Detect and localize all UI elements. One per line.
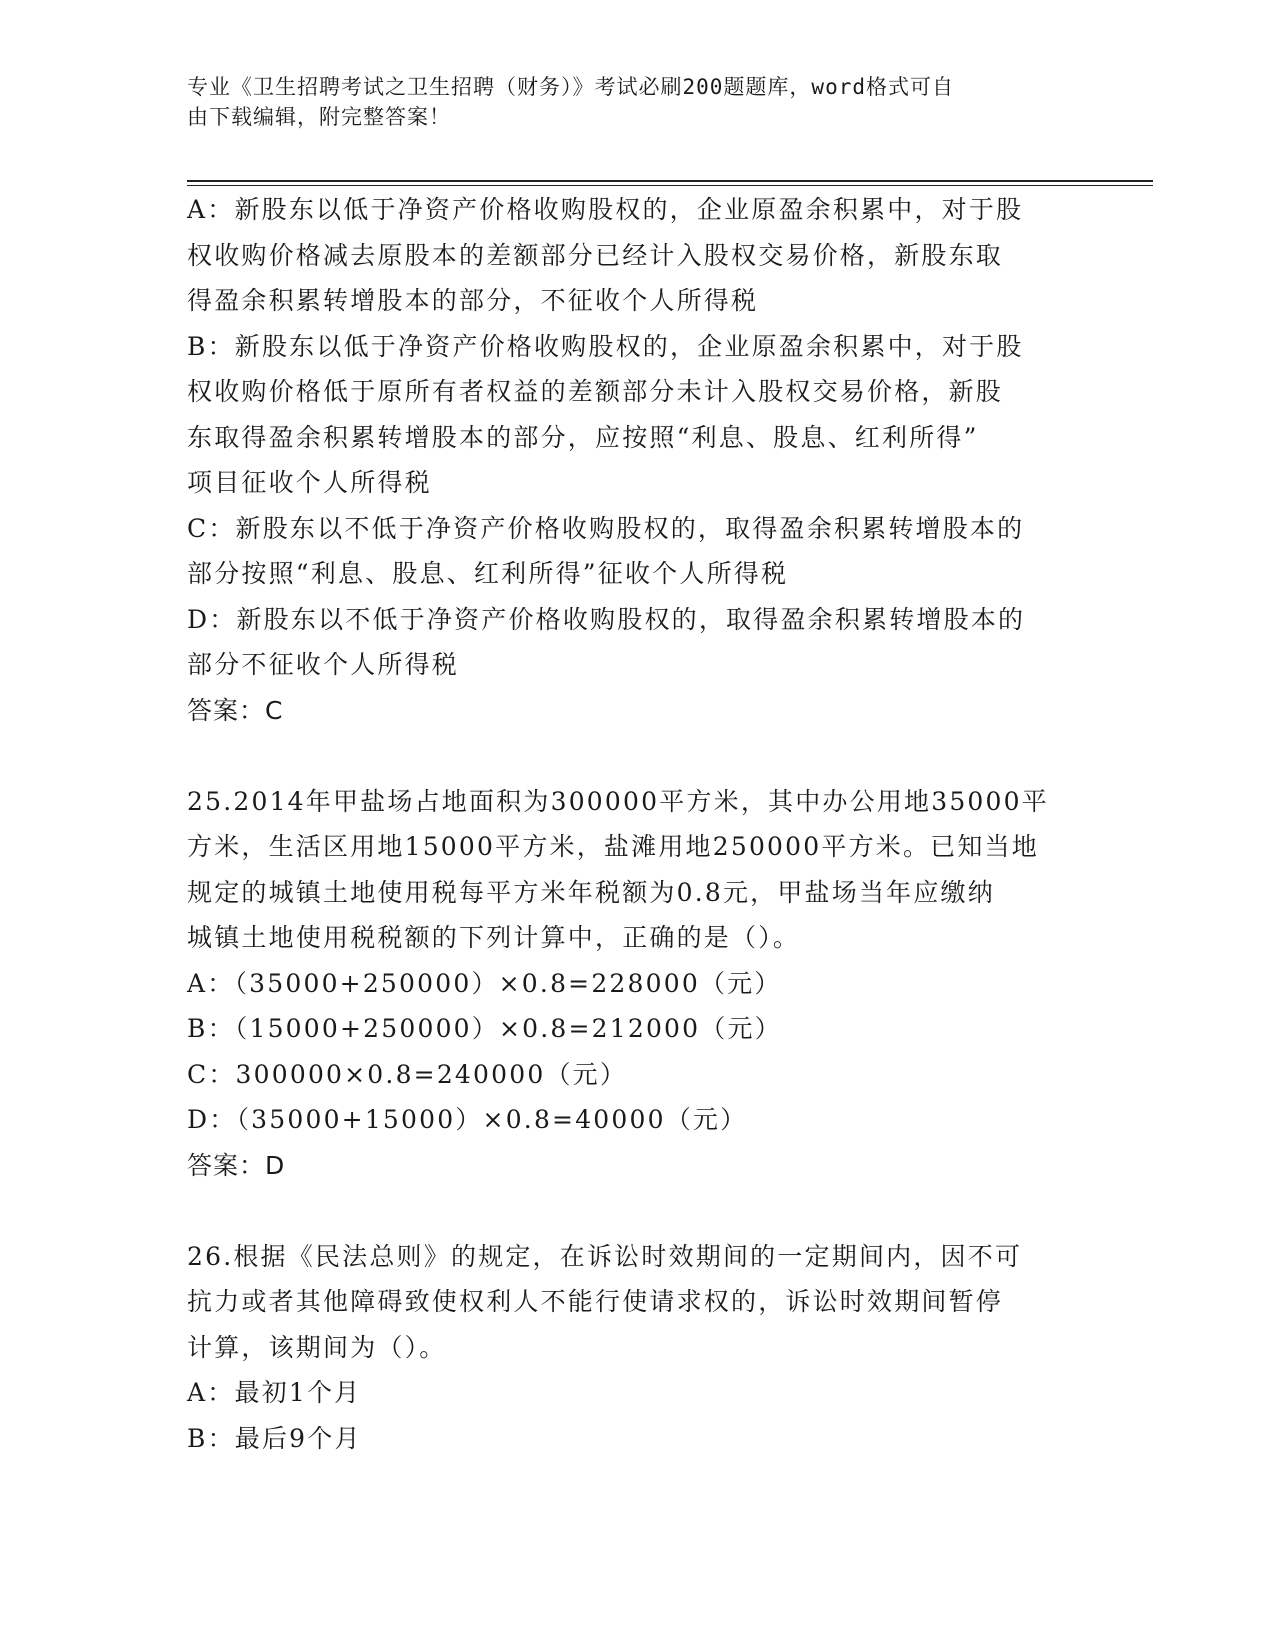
document-body [187,187,1067,1461]
text-line: 东取得盈余积累转增股本的部分，应按照“利息、股息、红利所得” [187,422,979,452]
option-a [187,187,1067,324]
text-line: 方米，生活区用地15000平方米，盐滩用地250000平方米。已知当地 [187,832,1039,861]
answer-text: 答案：D [187,1150,286,1180]
question-spacer [187,1188,1067,1234]
header-line: 由下载编辑，附完整答案！ [187,105,451,129]
option-c: C：300000×0.8=240000（元） [187,1059,628,1089]
text-line: B：新股东以低于净资产价格收购股权的，企业原盈余积累中，对于股 [187,331,1024,361]
text-line: 抗力或者其他障碍致使权利人不能行使请求权的，诉讼时效期间暂停 [187,1287,1004,1316]
text-line: 部分不征收个人所得税 [187,650,460,679]
header-line: 专业《卫生招聘考试之卫生招聘（财务）》考试必刷200题题库，word格式可自 [187,75,954,99]
text-line: D：新股东以不低于净资产价格收购股权的，取得盈余积累转增股本的 [187,604,1026,634]
question-stem [187,779,1067,961]
question-24-tail [187,187,1067,733]
text-line: 计算，该期间为（）。 [187,1332,447,1362]
text-line: 权收购价格减去原股本的差额部分已经计入股权交易价格，新股东取 [187,240,1004,270]
option-b: B：最后9个月 [187,1423,362,1453]
text-line: 城镇土地使用税税额的下列计算中，正确的是（）。 [187,923,801,952]
option-b: B：（15000+250000）×0.8=212000（元） [187,1014,782,1043]
document-header [187,72,1067,132]
text-line: C：新股东以不低于净资产价格收购股权的，取得盈余积累转增股本的 [187,513,1025,543]
option-a: A：最初1个月 [187,1378,362,1407]
header-rule-thin [187,185,1153,186]
answer-text: 答案：C [187,695,284,725]
header-rule-thick [187,180,1153,182]
text-line: 规定的城镇土地使用税每平方米年税额为0.8元，甲盐场当年应缴纳 [187,877,995,907]
text-line: 得盈余积累转增股本的部分，不征收个人所得税 [187,286,759,315]
option-c [187,506,1067,597]
question-spacer [187,733,1067,779]
text-line: 25.2014年甲盐场占地面积为300000平方米，其中办公用地35000平 [187,786,1049,816]
text-line: 权收购价格低于原所有者权益的差额部分未计入股权交易价格，新股 [187,377,1004,406]
option-b [187,324,1067,506]
question-stem [187,1234,1067,1371]
text-line: A：新股东以低于净资产价格收购股权的，企业原盈余积累中，对于股 [187,195,1024,224]
text-line: 项目征收个人所得税 [187,468,432,497]
question-26 [187,1234,1067,1462]
text-line: 部分按照“利息、股息、红利所得”征收个人所得税 [187,559,789,588]
text-line: 26.根据《民法总则》的规定，在诉讼时效期间的一定期间内，因不可 [187,1241,1023,1271]
option-d [187,597,1067,688]
option-a: A：（35000+250000）×0.8=228000（元） [187,968,782,998]
question-25 [187,779,1067,1189]
option-d: D：（35000+15000）×0.8=40000（元） [187,1105,748,1134]
